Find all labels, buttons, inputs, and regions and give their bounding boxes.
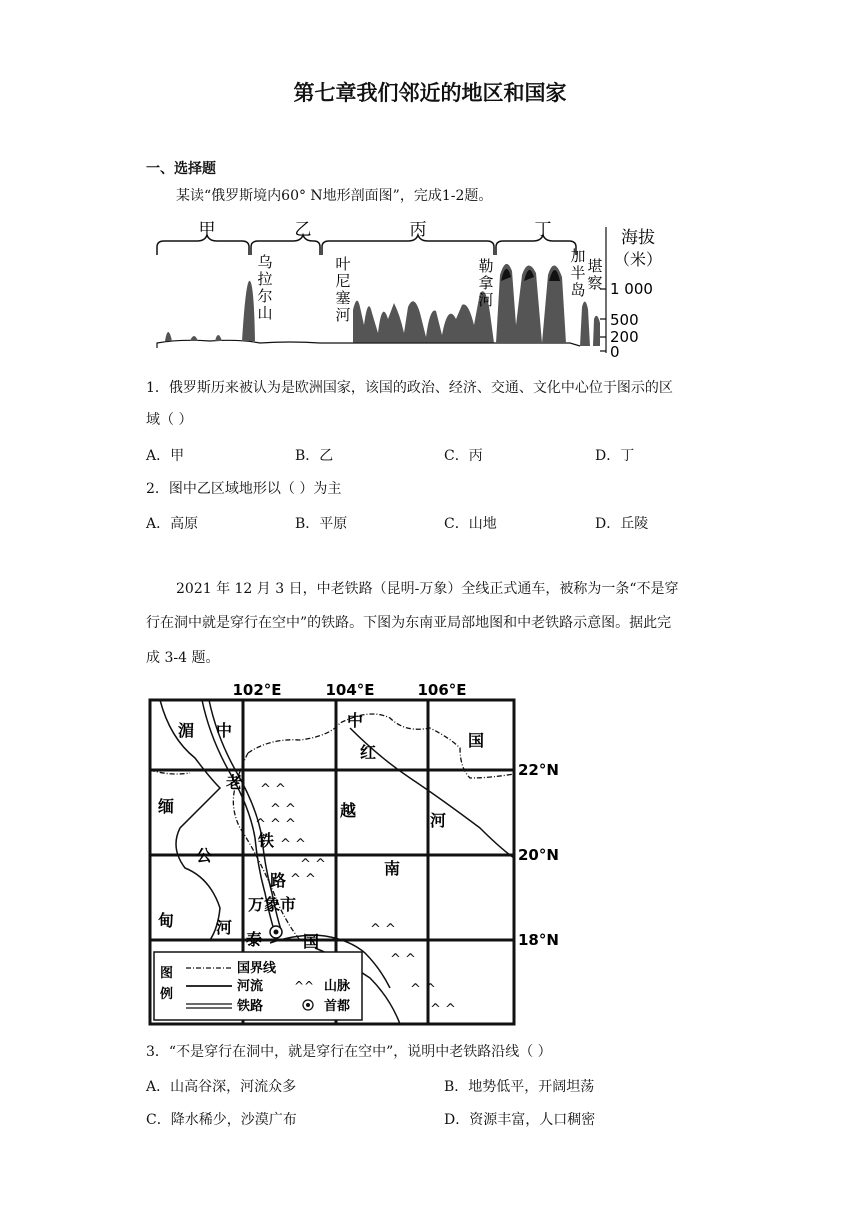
legend-railway: 铁路 bbox=[237, 999, 264, 1014]
tick-200: 200 bbox=[610, 328, 639, 346]
section-heading: 一、选择题 bbox=[146, 161, 216, 177]
svg-text:^ ^: ^ ^ bbox=[280, 837, 306, 852]
legend-title-2: 例 bbox=[160, 987, 174, 1002]
legend-river: 河流 bbox=[237, 979, 264, 994]
q1-option-a[interactable]: A．甲 bbox=[146, 448, 185, 464]
q3-option-b[interactable]: B．地势低平，开阔坦荡 bbox=[444, 1079, 595, 1095]
region-label-yi: 乙 bbox=[294, 220, 312, 240]
label-lu: 路 bbox=[270, 871, 287, 890]
lat-20: 20°N bbox=[518, 846, 559, 864]
intro-q3-4-line2: 行在洞中就是穿行在空中”的铁路。下图为东南亚局部地图和中老铁路示意图。据此完 bbox=[146, 615, 672, 631]
label-tie: 铁 bbox=[258, 831, 275, 850]
label-zhong1: 中 bbox=[216, 721, 233, 740]
feature-yenisei: 叶尼塞河 bbox=[335, 255, 351, 324]
label-dian: 甸 bbox=[158, 911, 175, 930]
china-laos-railway-map bbox=[140, 678, 570, 1033]
intro-q3-4-line3: 成 3-4 题。 bbox=[146, 650, 220, 666]
ural-peak bbox=[242, 281, 255, 341]
legend-title-1: 图 bbox=[160, 966, 174, 981]
q3-option-c[interactable]: C．降水稀少，沙漠广布 bbox=[146, 1112, 297, 1128]
svg-text:^ ^: ^ ^ bbox=[270, 802, 296, 817]
q1-stem-line2: 域（ ） bbox=[146, 412, 193, 428]
region-label-jia: 甲 bbox=[198, 220, 216, 240]
q3-option-d[interactable]: D．资源丰富，人口稠密 bbox=[444, 1112, 596, 1128]
label-guo2: 国 bbox=[303, 932, 320, 951]
q2-stem: 2．图中乙区域地形以（ ）为主 bbox=[146, 481, 342, 497]
svg-text:^ ^: ^ ^ bbox=[300, 857, 326, 872]
feature-lena: 勒拿河 bbox=[478, 257, 494, 309]
label-gong: 公 bbox=[196, 846, 213, 865]
label-he2: 河 bbox=[216, 918, 233, 937]
label-mian: 缅 bbox=[158, 797, 175, 816]
region-label-ding: 丁 bbox=[534, 220, 552, 240]
q3-stem: 3．“不是穿行在洞中，就是穿行在空中”，说明中老铁路沿线（ ） bbox=[146, 1044, 552, 1060]
lon-106: 106°E bbox=[417, 681, 467, 699]
tick-0: 0 bbox=[610, 343, 620, 360]
q2-option-d[interactable]: D．丘陵 bbox=[595, 516, 649, 532]
page-title: 第七章我们邻近的地区和国家 bbox=[293, 81, 567, 105]
svg-text:^ ^ ^: ^ ^ ^ bbox=[255, 817, 296, 832]
label-wanxiang: 万象市 bbox=[248, 895, 297, 914]
q2-option-c[interactable]: C．山地 bbox=[444, 516, 497, 532]
feature-kamchatka: 堪察 bbox=[587, 257, 603, 292]
label-he1: 河 bbox=[430, 811, 447, 830]
feature-ural: 乌拉尔山 bbox=[257, 253, 273, 322]
legend-border: 国界线 bbox=[237, 961, 277, 976]
label-lao: 老 bbox=[226, 773, 243, 792]
svg-text:^ ^: ^ ^ bbox=[260, 782, 286, 797]
region-label-bing: 丙 bbox=[409, 220, 427, 240]
axis-title-1: 海拔 bbox=[621, 228, 655, 248]
q1-stem-line1: 1．俄罗斯历来被认为是欧洲国家，该国的政治、经济、交通、文化中心位于图示的区 bbox=[146, 380, 673, 396]
label-tai: 泰 bbox=[246, 930, 263, 949]
label-yue: 越 bbox=[340, 801, 357, 820]
q1-option-d[interactable]: D．丁 bbox=[595, 448, 635, 464]
q1-option-c[interactable]: C．丙 bbox=[444, 448, 483, 464]
q3-option-a[interactable]: A．山高谷深，河流众多 bbox=[146, 1079, 297, 1095]
svg-text:^ ^: ^ ^ bbox=[390, 952, 416, 967]
lat-18: 18°N bbox=[518, 931, 559, 949]
svg-text:^ ^: ^ ^ bbox=[370, 922, 396, 937]
lon-102: 102°E bbox=[232, 681, 282, 699]
bing-terrain bbox=[353, 291, 494, 343]
tick-500: 500 bbox=[610, 311, 639, 329]
intro-q3-4-line1: 2021 年 12 月 3 日，中老铁路（昆明-万象）全线正式通车，被称为一条“不是穿 bbox=[176, 581, 679, 597]
tick-1000: 1 000 bbox=[610, 280, 653, 298]
q1-option-b[interactable]: B．乙 bbox=[295, 448, 334, 464]
svg-text:^^: ^^ bbox=[294, 979, 315, 993]
label-hong: 红 bbox=[360, 743, 377, 762]
svg-text:^ ^: ^ ^ bbox=[430, 1002, 456, 1017]
q2-option-b[interactable]: B．平原 bbox=[295, 516, 348, 532]
label-mei: 湄 bbox=[178, 721, 195, 740]
label-zhong2: 中 bbox=[347, 711, 364, 730]
label-nan: 南 bbox=[384, 859, 401, 878]
lat-22: 22°N bbox=[518, 761, 559, 779]
intro-q1-2: 某读“俄罗斯境内60° N地形剖面图”，完成1-2题。 bbox=[176, 188, 493, 204]
svg-text:^ ^: ^ ^ bbox=[290, 872, 316, 887]
legend-mountain: 山脉 bbox=[324, 979, 351, 994]
feature-peninsula: 加半岛 bbox=[570, 247, 586, 299]
legend-capital: 首都 bbox=[324, 999, 351, 1014]
lon-104: 104°E bbox=[325, 681, 375, 699]
label-guo1: 国 bbox=[468, 731, 485, 750]
axis-title-2: （米） bbox=[613, 250, 663, 269]
region-brackets bbox=[157, 235, 576, 255]
q2-option-a[interactable]: A．高原 bbox=[146, 516, 199, 532]
terrain-profile-figure bbox=[150, 215, 670, 360]
svg-text:^ ^: ^ ^ bbox=[410, 982, 436, 997]
